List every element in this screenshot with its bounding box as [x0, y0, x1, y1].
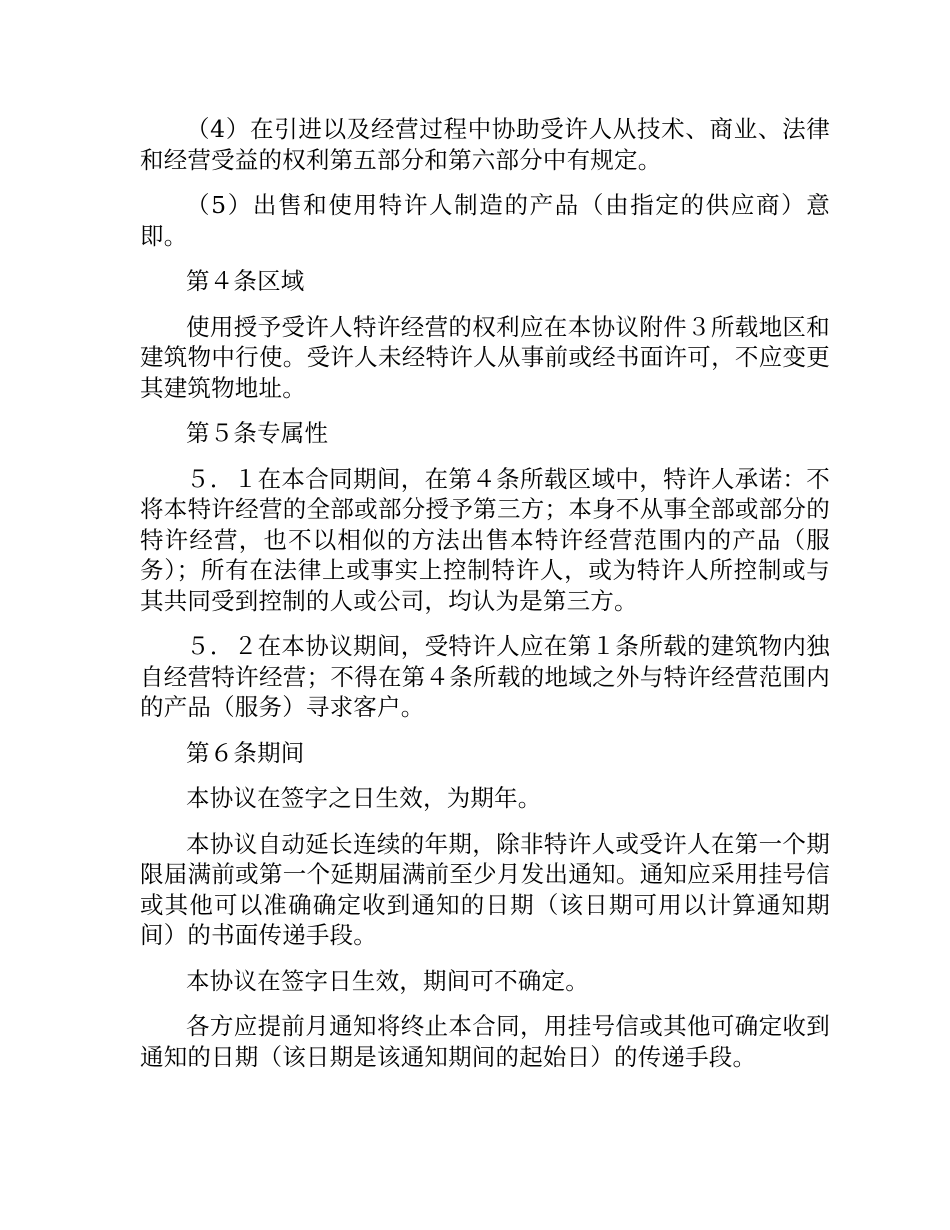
- document-body: [140, 114, 830, 1087]
- article-6-indefinite: 本协议在签字日生效，期间可不确定。: [186, 966, 589, 995]
- article-5-heading: 第５条专属性: [186, 419, 329, 447]
- article-6-heading: 第６条期间: [186, 738, 305, 767]
- clause-5-2: ５．２在本协议期间，受特许人应在第１条所载的建筑物内独自经营特许经营；不得在第４条所载的地域之外与特许经营范围内的产品（服务）寻求客户。: [140, 632, 830, 721]
- article-4-body: 使用授予受许人特许经营的权利应在本协议附件３所载地区和建筑物中行使。受许人未经特许人从事前或经书面许可，不应变更其建筑物地址。: [140, 312, 830, 402]
- paragraph-5-sell-products: （5）出售和使用特许人制造的产品（由指定的供应商）意即。: [140, 191, 830, 250]
- article-6-auto-extension: 本协议自动延长连续的年期，除非特许人或受许人在第一个期限届满前或第一个延期届满前至少月发出通知。通知应采用挂号信或其他可以准确确定收到通知的日期（该日期可用以计算通知期间）的书面传递手段。: [140, 829, 830, 949]
- clause-5-1: ５．１在本合同期间，在第４条所载区域中，特许人承诺：不将本特许经营的全部或部分授予第三方；本身不从事全部或部分的特许经营，也不以相似的方法出售本特许经营范围内的产品（服务）；所有在法律上或事实上控制特许人，或为特许人所控制或与其共同受到控制的人或公司，均认为是第三方。: [140, 464, 830, 615]
- article-4-heading: 第４条区域: [186, 267, 305, 295]
- article-6-termination-notice: 各方应提前月通知将终止本合同，用挂号信或其他可确定收到通知的日期（该日期是该通知期间的起始日）的传递手段。: [140, 1012, 830, 1071]
- paragraph-4-assist-rights: （4）在引进以及经营过程中协助受许人从技术、商业、法律和经营受益的权利第五部分和第六部分中有规定。: [140, 115, 830, 174]
- article-6-effective: 本协议在签字之日生效，为期年。: [186, 784, 542, 812]
